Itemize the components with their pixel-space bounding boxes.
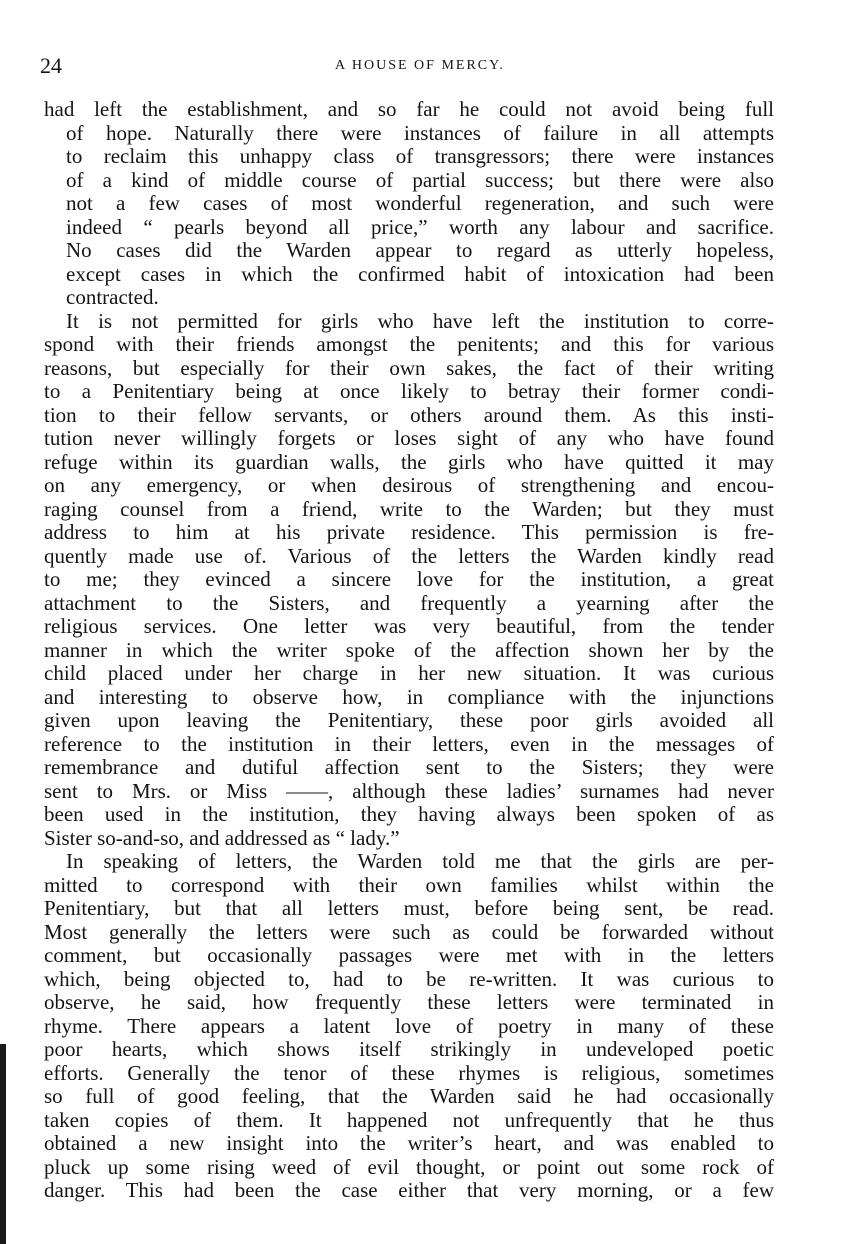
text-line: on any emergency, or when desirous of strengthening and encou- [44, 473, 774, 497]
text-line: obtained a new insight into the writer’s heart, and was enabled to [44, 1131, 774, 1155]
body-text [44, 98, 774, 1203]
text-line: religious services. One letter was very beautiful, from the tender [44, 614, 774, 638]
text-line: Sister so-and-so, and addressed as “ lady.” [44, 825, 400, 850]
text-line: observe, he said, how frequently these letters were terminated in [44, 990, 774, 1014]
text-line: efforts. Generally the tenor of these rhymes is religious, sometimes [44, 1060, 774, 1085]
text-line: quently made use of. Various of the letters the Warden kindly read [44, 543, 774, 568]
text-line: tion to their fellow servants, or others around them. As this insti- [44, 402, 774, 427]
text-line: manner in which the writer spoke of the affection shown her by the [44, 637, 774, 662]
text-line: attachment to the Sisters, and frequently a yearning after the [44, 590, 774, 615]
text-line: been used in the institution, they having always been spoken of as [44, 802, 774, 826]
text-line: contracted. [66, 285, 159, 309]
text-line: No cases did the Warden appear to regard as utterly hopeless, [66, 238, 774, 262]
text-line: to a Penitentiary being at once likely to betray their former condi- [44, 379, 774, 403]
text-line: spond with their friends amongst the penitents; and this for various [44, 332, 774, 356]
text-line: which, being objected to, had to be re-written. It was curious to [44, 966, 774, 991]
text-line: raging counsel from a friend, write to the Warden; but they must [44, 496, 774, 521]
text-line: danger. This had been the case either that very morning, or a few [44, 1178, 774, 1202]
text-line: refuge within its guardian walls, the girls who have quitted it may [44, 449, 774, 474]
text-line: not a few cases of most wonderful regeneration, and such were [66, 191, 774, 215]
text-line: indeed “ pearls beyond all price,” worth any labour and sacrifice. [66, 214, 774, 239]
running-title: A HOUSE OF MERCY. [335, 58, 505, 73]
text-line: taken copies of them. It happened not unfrequently that he thus [44, 1107, 774, 1132]
text-line: Most generally the letters were such as could be forwarded without [44, 919, 774, 944]
text-line: remembrance and dutiful affection sent to the Sisters; they were [44, 755, 774, 779]
scan-edge-shadow [0, 1044, 6, 1244]
text-line: of hope. Naturally there were instances of failure in all attempts [66, 120, 774, 145]
page-number: 24 [40, 53, 62, 78]
text-line: comment, but occasionally passages were met with in the letters [44, 943, 774, 967]
paragraph-start-line: It is not permitted for girls who have left the institution to corre- [66, 308, 774, 333]
text-line: pluck up some rising weed of evil thought, or point out some rock of [44, 1154, 774, 1179]
text-line: and interesting to observe how, in compliance with the injunctions [44, 684, 774, 709]
text-line: to me; they evinced a sincere love for the institution, a great [44, 567, 774, 591]
text-line: reasons, but especially for their own sakes, the fact of their writing [44, 355, 774, 380]
text-line: tution never willingly forgets or loses sight of any who have found [44, 426, 774, 450]
text-line: of a kind of middle course of partial success; but there were also [66, 167, 774, 192]
text-line: child placed under her charge in her new situation. It was curious [44, 661, 774, 685]
text-line: address to him at his private residence. This permission is fre- [44, 520, 774, 544]
text-line: so full of good feeling, that the Warden said he had occasionally [44, 1084, 774, 1108]
text-line: Penitentiary, but that all letters must, before being sent, be read. [44, 896, 774, 920]
page-header [40, 52, 800, 82]
text-line: given upon leaving the Penitentiary, these poor girls avoided all [44, 708, 774, 732]
text-line: reference to the institution in their letters, even in the messages of [44, 731, 774, 756]
text-line: except cases in which the confirmed habit of intoxication had been [66, 261, 774, 286]
text-line: mitted to correspond with their own families whilst within the [44, 872, 774, 897]
text-line: poor hearts, which shows itself strikingly in undeveloped poetic [44, 1037, 774, 1061]
text-line: had left the establishment, and so far he could not avoid being full [44, 97, 774, 121]
text-line: rhyme. There appears a latent love of poetry in many of these [44, 1013, 774, 1038]
paragraph-start-line: In speaking of letters, the Warden told me that the girls are per- [66, 849, 774, 873]
text-line: sent to Mrs. or Miss ——, although these ladies’ surnames had never [44, 778, 774, 803]
text-line: to reclaim this unhappy class of transgressors; there were instances [66, 144, 774, 168]
